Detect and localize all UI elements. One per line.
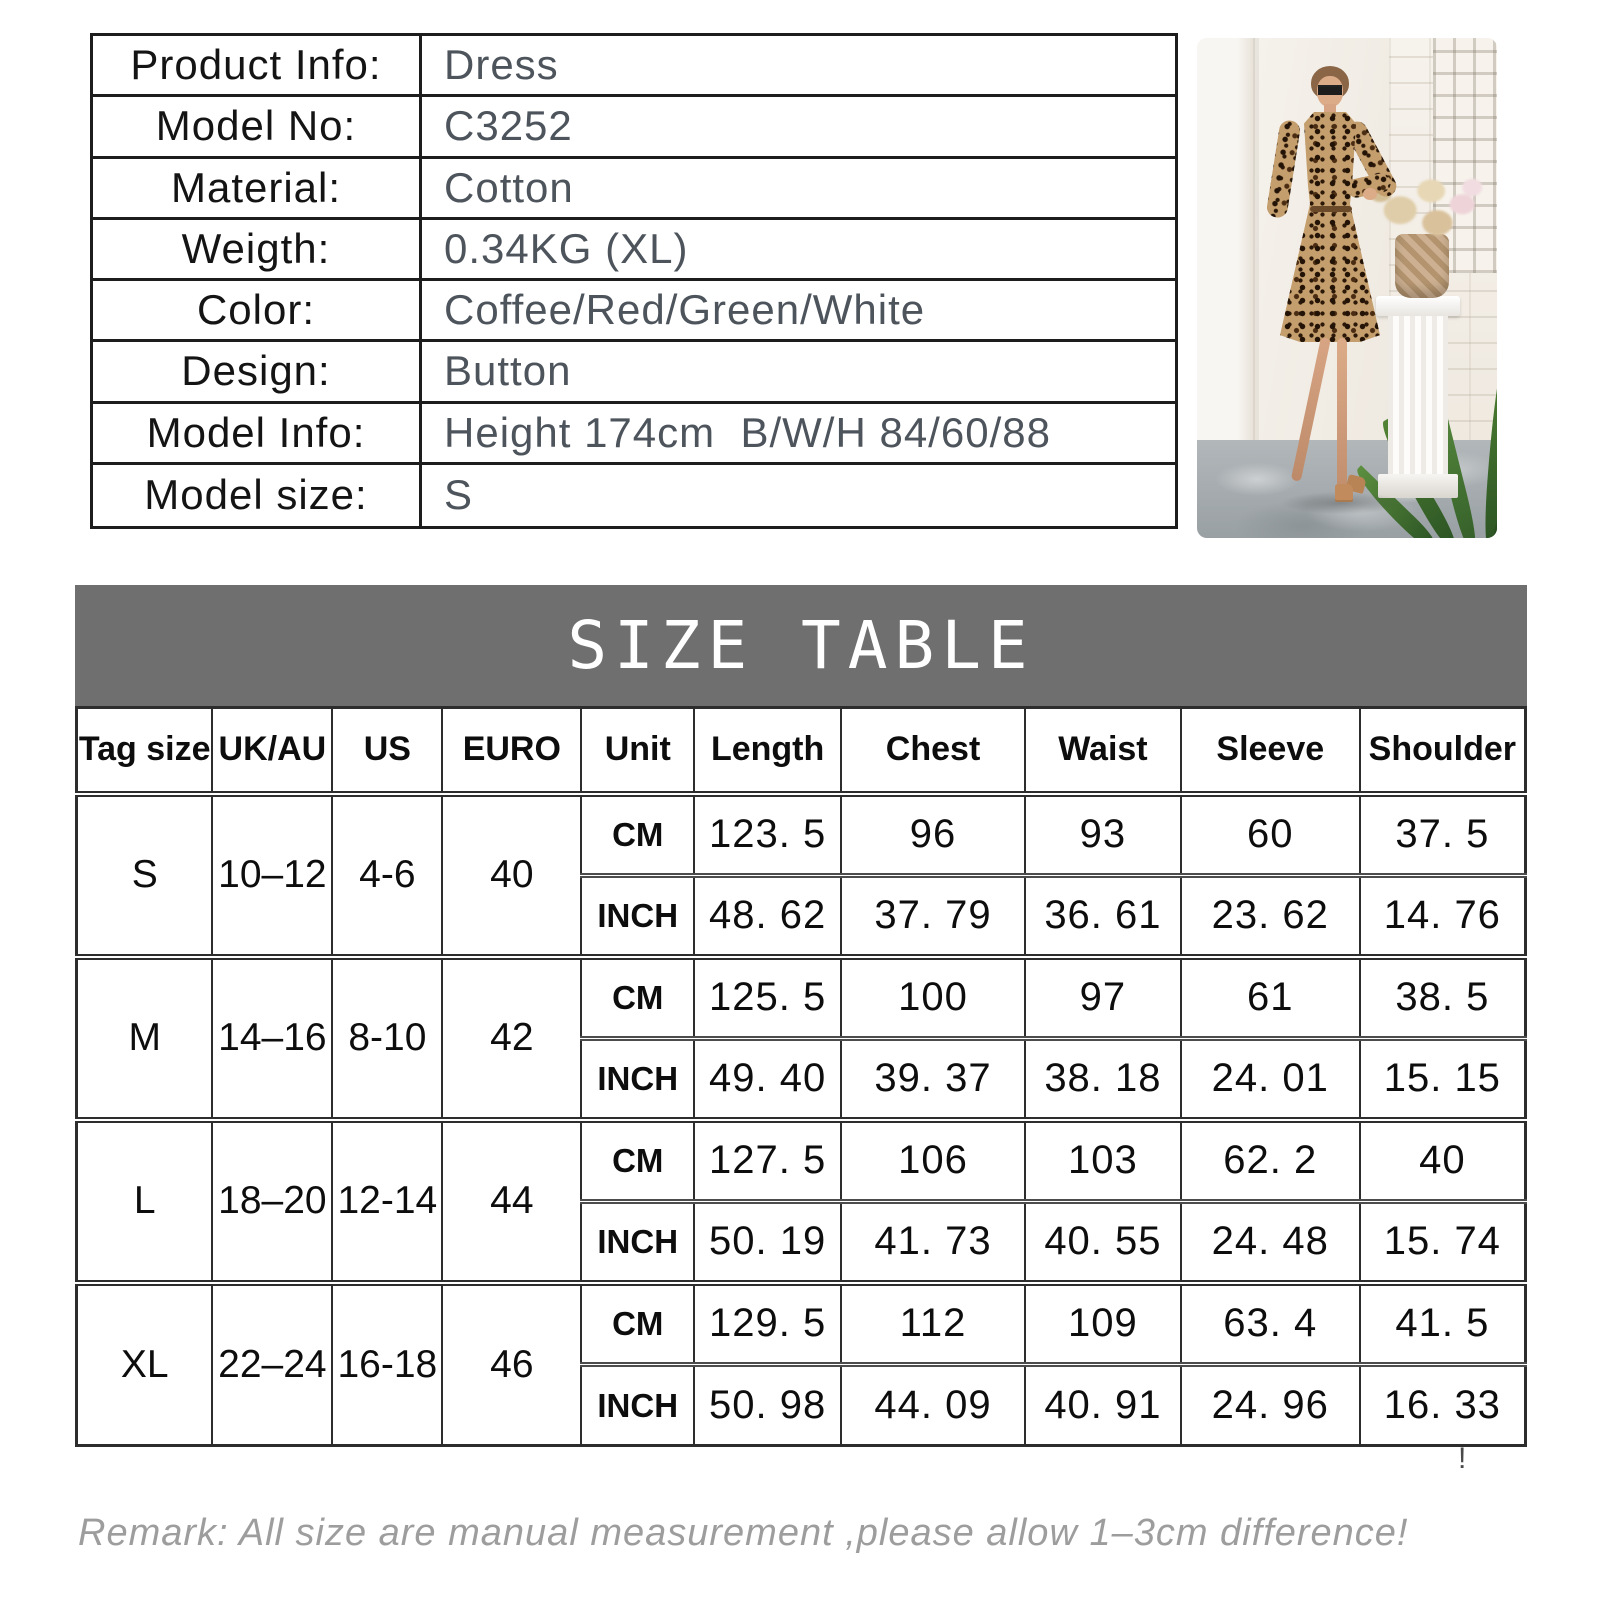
sleeve-inch: 24. 48 (1181, 1202, 1360, 1283)
info-label: Weigth: (93, 220, 422, 278)
info-row-color (93, 281, 1175, 342)
euro-cell: 40 (442, 794, 581, 957)
model-hand (1363, 188, 1377, 200)
col-header-shoulder: Shoulder (1360, 708, 1526, 794)
info-row-design (93, 342, 1175, 403)
tag-size-cell: M (77, 957, 213, 1120)
chest-inch: 44. 09 (841, 1365, 1025, 1446)
col-header-sleeve: Sleeve (1181, 708, 1360, 794)
chest-inch: 39. 37 (841, 1039, 1025, 1120)
size-table-title: SIZE TABLE (567, 607, 1035, 684)
tag-size-cell: L (77, 1120, 213, 1283)
info-row-product (93, 36, 1175, 97)
info-value: Height 174cm B/W/H 84/60/88 (444, 408, 1051, 456)
dress-belt (1310, 206, 1352, 212)
remark-text: Remark: All size are manual measurement ,please allow 1–3cm difference! (78, 1512, 1409, 1554)
col-header-tag-size: Tag size (77, 708, 213, 794)
waist-cm: 93 (1025, 794, 1181, 876)
unit-cell-inch: INCH (581, 1202, 694, 1283)
unit-cell-inch: INCH (581, 876, 694, 957)
info-label: Model No: (93, 97, 422, 155)
tag-size-cell: XL (77, 1283, 213, 1446)
size-row-l-cm (77, 1120, 1526, 1202)
sleeve-cm: 60 (1181, 794, 1360, 876)
chest-cm: 106 (841, 1120, 1025, 1202)
info-row-model-size (93, 465, 1175, 526)
sleeve-inch: 23. 62 (1181, 876, 1360, 957)
chest-cm: 100 (841, 957, 1025, 1039)
uk-au-cell: 10–12 (212, 794, 332, 957)
dress-left-sleeve (1265, 119, 1301, 219)
us-cell: 16-18 (332, 1283, 442, 1446)
info-value: Dress (444, 41, 559, 89)
unit-cell-cm: CM (581, 1283, 694, 1365)
info-value: C3252 (444, 102, 573, 150)
unit-cell-inch: INCH (581, 1365, 694, 1446)
chest-inch: 37. 79 (841, 876, 1025, 957)
col-header-euro: EURO (442, 708, 581, 794)
uk-au-cell: 18–20 (212, 1120, 332, 1283)
euro-cell: 44 (442, 1120, 581, 1283)
info-label: Material: (93, 159, 422, 217)
info-label: Model size: (93, 465, 422, 526)
info-row-weight (93, 220, 1175, 281)
euro-cell: 42 (442, 957, 581, 1120)
uk-au-cell: 22–24 (212, 1283, 332, 1446)
length-cm: 125. 5 (694, 957, 841, 1039)
info-row-model-no (93, 97, 1175, 158)
sleeve-inch: 24. 01 (1181, 1039, 1360, 1120)
model-heel-sandal (1335, 484, 1353, 500)
unit-cell-cm: CM (581, 794, 694, 876)
chest-inch: 41. 73 (841, 1202, 1025, 1283)
length-cm: 123. 5 (694, 794, 841, 876)
shoulder-cm: 38. 5 (1360, 957, 1526, 1039)
us-cell: 12-14 (332, 1120, 442, 1283)
photo-wall-corner (1253, 38, 1259, 468)
plant-leaf (1483, 344, 1497, 538)
shoulder-cm: 37. 5 (1360, 794, 1526, 876)
col-header-chest: Chest (841, 708, 1025, 794)
info-value: Coffee/Red/Green/White (444, 286, 926, 334)
stray-exclamation-mark: ! (1458, 1442, 1467, 1475)
photo-pillar (1383, 296, 1453, 498)
waist-inch: 36. 61 (1025, 876, 1181, 957)
unit-cell-inch: INCH (581, 1039, 694, 1120)
info-value: Cotton (444, 163, 574, 211)
waist-inch: 40. 55 (1025, 1202, 1181, 1283)
length-cm: 127. 5 (694, 1120, 841, 1202)
info-value: 0.34KG (XL) (444, 224, 689, 272)
size-table-section (75, 585, 1527, 1447)
info-value: Button (444, 347, 572, 395)
info-label: Model Info: (93, 404, 422, 462)
waist-cm: 109 (1025, 1283, 1181, 1365)
size-table-header-row (77, 708, 1526, 794)
col-header-unit: Unit (581, 708, 694, 794)
col-header-uk-au: UK/AU (212, 708, 332, 794)
info-label: Color: (93, 281, 422, 339)
sunglasses-icon (1318, 85, 1342, 95)
product-info-table (90, 33, 1178, 529)
size-table (75, 706, 1527, 1447)
photo-left-wall (1197, 38, 1255, 478)
chest-cm: 96 (841, 794, 1025, 876)
waist-inch: 38. 18 (1025, 1039, 1181, 1120)
size-row-m-cm (77, 957, 1526, 1039)
pillar-capital (1376, 296, 1460, 316)
shoulder-cm: 41. 5 (1360, 1283, 1526, 1365)
product-photo (1197, 38, 1497, 538)
pillar-shaft (1388, 316, 1448, 474)
euro-cell: 46 (442, 1283, 581, 1446)
waist-cm: 103 (1025, 1120, 1181, 1202)
unit-cell-cm: CM (581, 1120, 694, 1202)
shoulder-cm: 40 (1360, 1120, 1526, 1202)
info-row-model-info (93, 404, 1175, 465)
info-label: Product Info: (93, 36, 422, 94)
tag-size-cell: S (77, 794, 213, 957)
info-row-material (93, 159, 1175, 220)
sleeve-cm: 63. 4 (1181, 1283, 1360, 1365)
shoulder-inch: 15. 74 (1360, 1202, 1526, 1283)
col-header-waist: Waist (1025, 708, 1181, 794)
length-inch: 50. 19 (694, 1202, 841, 1283)
uk-au-cell: 14–16 (212, 957, 332, 1120)
info-label: Design: (93, 342, 422, 400)
size-row-s-cm (77, 794, 1526, 876)
size-table-title-band (75, 585, 1527, 706)
shoulder-inch: 14. 76 (1360, 876, 1526, 957)
shoulder-inch: 16. 33 (1360, 1365, 1526, 1446)
length-cm: 129. 5 (694, 1283, 841, 1365)
length-inch: 48. 62 (694, 876, 841, 957)
us-cell: 4-6 (332, 794, 442, 957)
us-cell: 8-10 (332, 957, 442, 1120)
chest-cm: 112 (841, 1283, 1025, 1365)
col-header-length: Length (694, 708, 841, 794)
col-header-us: US (332, 708, 442, 794)
sleeve-cm: 61 (1181, 957, 1360, 1039)
sleeve-cm: 62. 2 (1181, 1120, 1360, 1202)
model-leg (1337, 338, 1347, 490)
waist-cm: 97 (1025, 957, 1181, 1039)
length-inch: 49. 40 (694, 1039, 841, 1120)
sleeve-inch: 24. 96 (1181, 1365, 1360, 1446)
waist-inch: 40. 91 (1025, 1365, 1181, 1446)
unit-cell-cm: CM (581, 957, 694, 1039)
size-row-xl-cm (77, 1283, 1526, 1365)
length-inch: 50. 98 (694, 1365, 841, 1446)
shoulder-inch: 15. 15 (1360, 1039, 1526, 1120)
info-value: S (444, 471, 474, 519)
